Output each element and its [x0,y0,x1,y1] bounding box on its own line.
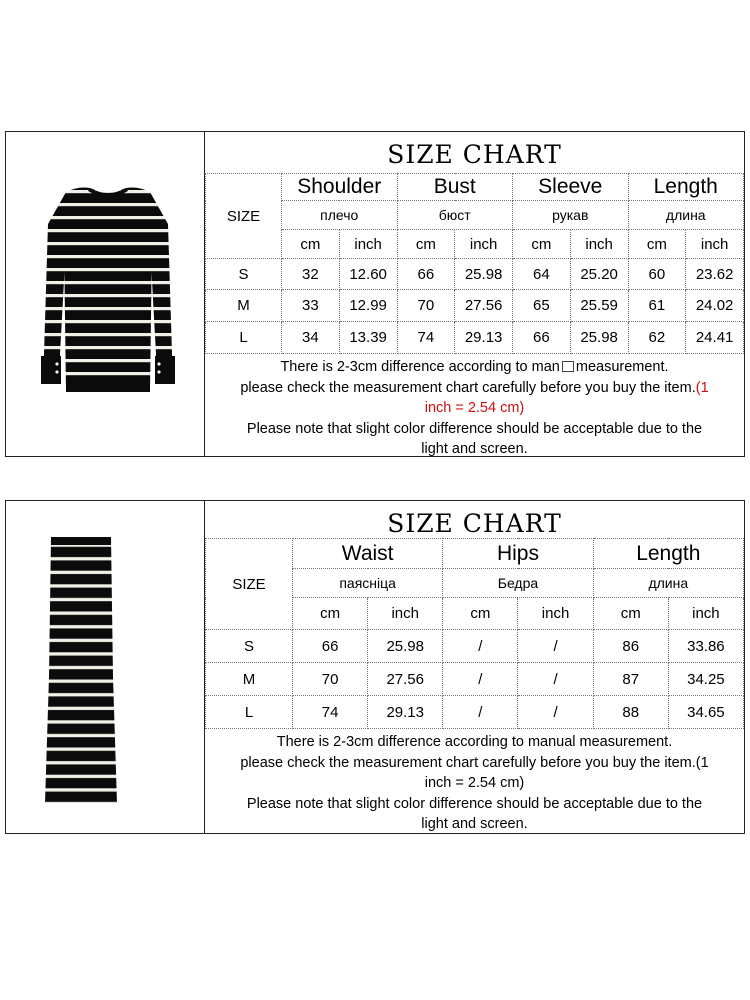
value-cell: 12.60 [339,259,397,290]
size-cell: M [206,290,282,322]
unit-cm: cm [593,598,668,630]
header-length-ru: длина [628,201,744,230]
value-cell: 64 [513,259,571,290]
value-cell: 25.59 [570,290,628,322]
inch-conversion-note: (1 [695,379,709,396]
sweater-image-cell [6,132,205,456]
size-column-header: SIZE [206,539,293,630]
bottom-size-table [205,538,744,729]
note-color-difference: Please note that slight color difference should be acceptable due to the [246,795,703,812]
value-cell: 88 [593,696,668,729]
value-cell: 60 [628,259,686,290]
unit-inch: inch [518,598,593,630]
header-waist: Waist [293,539,443,569]
note-measurement: There is 2-3cm difference according to man measurement. [280,359,669,375]
value-cell: 13.39 [339,322,397,354]
value-cell: / [518,696,593,729]
value-cell: / [443,630,518,663]
table-row [206,259,744,290]
size-cell: M [206,663,293,696]
unit-inch: inch [455,230,513,259]
unit-inch: inch [339,230,397,259]
table-row [206,663,744,696]
unit-cm: cm [282,230,340,259]
top-size-chart-panel [5,131,745,457]
value-cell: 34.25 [668,663,743,696]
value-cell: 12.99 [339,290,397,322]
value-cell: / [443,663,518,696]
value-cell: 25.20 [570,259,628,290]
value-cell: 24.41 [686,322,744,354]
value-cell: 32 [282,259,340,290]
size-column-header: SIZE [206,174,282,259]
value-cell: 29.13 [368,696,443,729]
note-check-chart: please check the measurement chart carefully before you buy the item.(1 [240,754,709,771]
top-size-chart [205,132,744,456]
header-shoulder-ru: плечо [282,201,398,230]
value-cell: 25.98 [455,259,513,290]
top-size-table [205,173,744,354]
table-row [206,630,744,663]
value-cell: 33 [282,290,340,322]
header-shoulder: Shoulder [282,174,398,201]
value-cell: 34 [282,322,340,354]
size-cell: L [206,322,282,354]
unit-inch: inch [368,598,443,630]
value-cell: 66 [397,259,455,290]
size-chart-notes [205,732,744,835]
header-length-ru: длина [593,569,743,598]
value-cell: 33.86 [668,630,743,663]
value-cell: 34.65 [668,696,743,729]
value-cell: 70 [397,290,455,322]
value-cell: 74 [397,322,455,354]
unit-cm: cm [397,230,455,259]
value-cell: 61 [628,290,686,322]
unit-cm: cm [628,230,686,259]
unit-cm: cm [513,230,571,259]
value-cell: 87 [593,663,668,696]
value-cell: 66 [513,322,571,354]
value-cell: 86 [593,630,668,663]
value-cell: 25.98 [570,322,628,354]
value-cell: 23.62 [686,259,744,290]
unit-cm: cm [443,598,518,630]
note-color-difference-cont: light and screen. [421,441,528,457]
skirt-image-cell [6,501,205,833]
unit-inch: inch [686,230,744,259]
value-cell: / [443,696,518,729]
header-length: Length [593,539,743,569]
header-bust-ru: бюст [397,201,513,230]
value-cell: 27.56 [455,290,513,322]
value-cell: 70 [293,663,368,696]
chart-title: SIZE CHART [387,509,562,538]
note-measurement: There is 2-3cm difference according to manual measurement. [276,734,673,750]
unit-inch: inch [668,598,743,630]
glyph-artifact-icon [562,361,574,372]
size-cell: S [206,630,293,663]
value-cell: 65 [513,290,571,322]
value-cell: 24.02 [686,290,744,322]
value-cell: 66 [293,630,368,663]
value-cell: / [518,663,593,696]
value-cell: 62 [628,322,686,354]
table-row [206,322,744,354]
header-sleeve: Sleeve [513,174,629,201]
striped-skirt-image [43,537,119,805]
size-chart-notes [205,357,744,460]
header-bust: Bust [397,174,513,201]
table-row [206,290,744,322]
inch-conversion-note: inch = 2.54 cm) [424,775,525,791]
value-cell: / [518,630,593,663]
note-check-chart: please check the measurement chart carefully before you buy the item.(1 [240,379,709,396]
note-color-difference-cont: light and screen. [421,816,528,832]
value-cell: 74 [293,696,368,729]
bottom-size-chart [205,501,744,833]
unit-inch: inch [570,230,628,259]
header-hips-ru: Бедра [443,569,593,598]
unit-cm: cm [293,598,368,630]
value-cell: 29.13 [455,322,513,354]
size-cell: L [206,696,293,729]
header-length: Length [628,174,744,201]
table-row [206,696,744,729]
chart-title: SIZE CHART [387,140,562,169]
striped-sweater-image [38,184,178,409]
header-waist-ru: паясніца [293,569,443,598]
header-hips: Hips [443,539,593,569]
size-cell: S [206,259,282,290]
note-color-difference: Please note that slight color difference should be acceptable due to the [246,420,703,437]
bottom-size-chart-panel [5,500,745,834]
inch-conversion-note: inch = 2.54 cm) [424,400,525,416]
value-cell: 27.56 [368,663,443,696]
value-cell: 25.98 [368,630,443,663]
header-sleeve-ru: рукав [513,201,629,230]
